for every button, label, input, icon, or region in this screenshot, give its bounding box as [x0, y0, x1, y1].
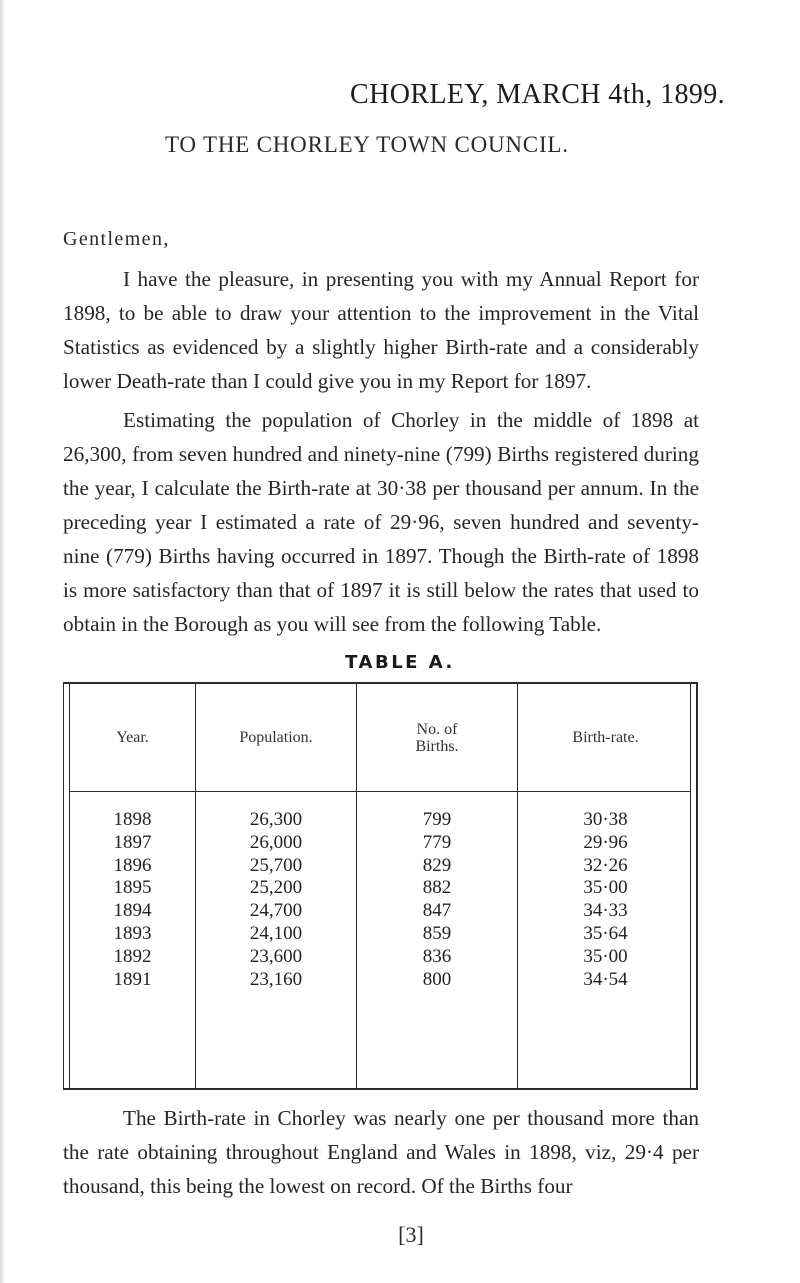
table-body: [70, 809, 690, 991]
birth-rate-table: [63, 682, 698, 1090]
cell-year: 1894: [113, 900, 152, 922]
cell-year: 1897: [113, 831, 152, 853]
table-inner-frame: [69, 684, 691, 1088]
cell-population: 24,700: [249, 900, 303, 922]
cell-population: 24,100: [249, 922, 303, 944]
cell-birth-rate: 35·00: [583, 877, 628, 899]
paragraph-comparison: The Birth-rate in Chorley was nearly one per thousand more than the rate obtaining throughout England and Wales in 1898, viz, 29·4 per thousand, this being the lowest on record. Of the Births four: [63, 1106, 699, 1198]
cell-population: 26,300: [249, 809, 303, 830]
header-births-line2: Births.: [415, 737, 459, 755]
cell-birth-rate: 34·54: [583, 968, 628, 990]
cell-population: 26,000: [249, 831, 303, 853]
table-title: TABLE A.: [345, 652, 455, 673]
header-births-line1: No. of: [416, 720, 458, 738]
header-year: Year.: [116, 729, 149, 746]
cell-year: 1896: [113, 854, 152, 876]
addressee: TO THE CHORLEY TOWN COUNCIL.: [165, 132, 569, 157]
cell-year: 1898: [113, 809, 152, 830]
table-row: [70, 877, 690, 900]
cell-births: 836: [422, 945, 452, 967]
paragraph-intro: I have the pleasure, in presenting you with my Annual Report for 1898, to be able to draw your attention to the improvement in the Vital Statistics as evidenced by a slightly higher Birth-rate and a considerably lower Death-rate than I could give you in my Report for 1897.: [63, 267, 699, 393]
cell-year: 1893: [113, 922, 152, 944]
cell-births: 859: [422, 922, 452, 944]
header-birth-rate: Birth-rate.: [572, 729, 639, 746]
cell-births: 847: [422, 900, 452, 922]
cell-birth-rate: 35·00: [583, 945, 628, 967]
dateline: CHORLEY, MARCH 4th, 1899.: [350, 79, 726, 110]
cell-births: 800: [422, 968, 452, 990]
page-binding-edge: [0, 0, 6, 1283]
cell-birth-rate: 29·96: [583, 831, 628, 853]
table-row: [70, 946, 690, 969]
cell-year: 1891: [113, 968, 152, 990]
table-row: [70, 855, 690, 878]
table-row: [70, 969, 690, 992]
cell-birth-rate: 30·38: [583, 809, 628, 830]
table-row: [70, 923, 690, 946]
cell-population: 25,700: [249, 854, 303, 876]
cell-births: 779: [422, 831, 452, 853]
paragraph-population: Estimating the population of Chorley in the middle of 1898 at 26,300, from seven hundred and ninety-nine (799) Births registered during the year, I calculate the Birth-rate at 30·38 per thousand per annum. In the preceding year I estimated a rate of 29·96, seven hundred and seventy-nine (779) Births having occurred in 1897. Though the Birth-rate of 1898 is more satisfactory than that of 1897 it is still below the rates that used to obtain in the Borough as you will see from the following Table.: [63, 408, 699, 636]
cell-year: 1892: [113, 945, 152, 967]
cell-births: 882: [422, 877, 452, 899]
cell-birth-rate: 32·26: [583, 854, 628, 876]
cell-population: 23,600: [249, 945, 303, 967]
cell-year: 1895: [113, 877, 152, 899]
cell-births: 799: [422, 809, 452, 830]
cell-birth-rate: 34·33: [583, 900, 628, 922]
header-births: [357, 684, 517, 791]
page-number: [3]: [398, 1222, 424, 1247]
header-population: Population.: [239, 729, 313, 746]
cell-population: 23,160: [249, 968, 303, 990]
cell-births: 829: [422, 854, 452, 876]
salutation: Gentlemen,: [63, 228, 170, 250]
table-row: [70, 809, 690, 832]
table-row: [70, 900, 690, 923]
cell-population: 25,200: [249, 877, 303, 899]
table-row: [70, 832, 690, 855]
header-divider: [70, 791, 690, 792]
cell-birth-rate: 35·64: [583, 922, 628, 944]
